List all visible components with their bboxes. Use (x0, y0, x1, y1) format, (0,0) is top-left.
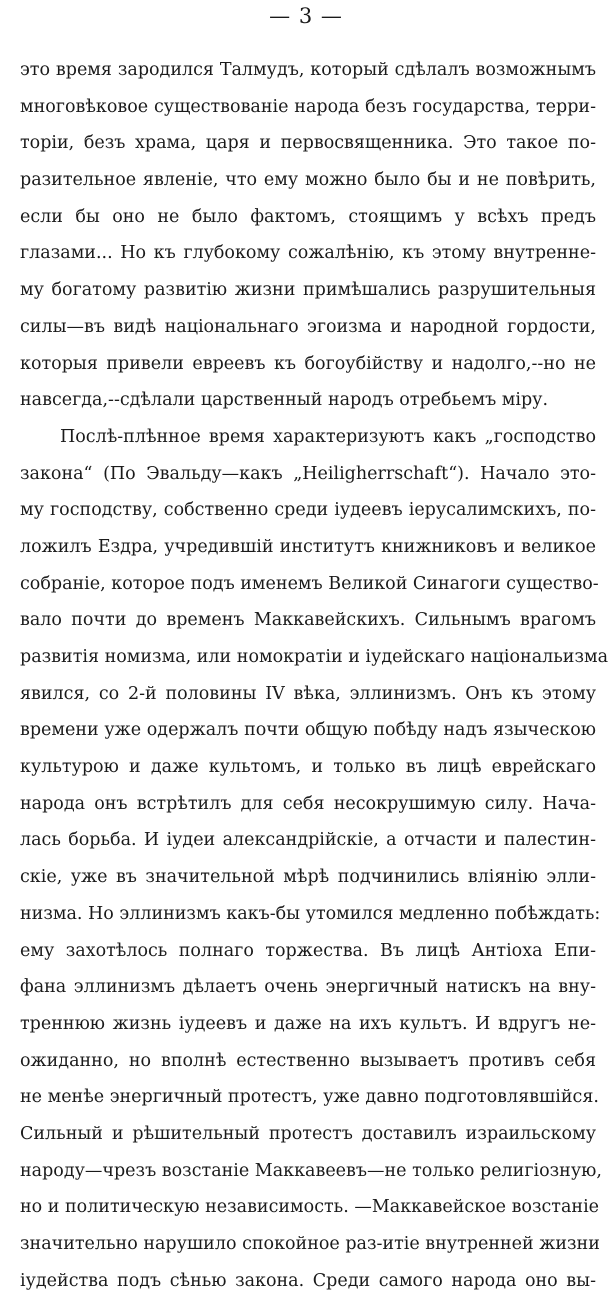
text-line: многовѣковое существованіе народа безъ государства, терри- (20, 96, 596, 117)
text-line: культурою и даже культомъ, и только въ лицѣ еврейскаго (20, 757, 596, 778)
text-line: навсегда,--сдѣлали царственный народъ отребьемъ міру. (20, 390, 549, 411)
text-line: явился, со 2-й половины IV вѣка, эллинизмъ. Онъ къ этому (20, 683, 596, 704)
text-line: не менѣе энергичный протестъ, уже давно подготовлявшійся. (20, 1087, 599, 1108)
text-line: это время зародился Талмудъ, который сдѣлалъ возможнымъ (20, 60, 596, 80)
text-line: но и политическую независимость. —Маккавейское возстаніе (20, 1197, 600, 1218)
paragraph-2 (20, 419, 609, 1299)
text-line: значительно нарушило спокойное раз-итіе внутренней жизни (20, 1234, 600, 1254)
text-line: времени уже одержалъ почти общую побѣду надъ языческою (20, 720, 596, 741)
text-line: народу—чрезъ возстаніе Маккавеевъ—не только религіозную, (20, 1160, 602, 1181)
page-number: — 3 — (269, 4, 343, 28)
text-line: ложилъ Ездра, учредившій институтъ книжниковъ и великое (20, 536, 596, 557)
text-line: глазами... Но къ глубокому сожалѣнію, къ этому внутренне- (20, 243, 596, 264)
text-line: треннюю жизнь іудеевъ и даже на ихъ культъ. И вдругъ не- (20, 1013, 596, 1034)
text-line: низма. Но эллинизмъ какъ-бы утомился медленно побѣждать: (20, 903, 601, 924)
text-line: му богатому развитію жизни примѣшались разрушительныя (20, 280, 596, 301)
body-text (20, 52, 609, 1299)
text-line: скіе, уже въ значительной мѣрѣ подчинились вліянію элли- (20, 867, 596, 888)
paragraph-1 (20, 52, 596, 419)
text-line: закона“ (По Эвальду—какъ „Heiligherrschaft“). Начало это- (20, 463, 596, 484)
text-line: Сильный и рѣшительный протестъ доставилъ израильскому (20, 1123, 596, 1144)
text-line: развитія номизма, или номократіи и іудейскаго національизма (20, 647, 609, 667)
text-line: Послѣ-плѣнное время характеризуютъ какъ „господство (60, 426, 596, 447)
text-line: силы—въ видѣ національнаго эгоизма и народной гордости, (20, 316, 596, 337)
text-line: ему захотѣлось полнаго торжества. Въ лицѣ Антіоха Епи- (20, 940, 596, 961)
text-line: разительное явленіе, что ему можно было бы и не повѣрить, (20, 170, 596, 191)
text-line: собраніе, которое подъ именемъ Великой Синагоги существо- (20, 573, 599, 594)
text-line: лась борьба. И іудеи александрійскіе, а отчасти и палестин- (20, 830, 596, 851)
text-line: которыя привели евреевъ къ богоубійству и надолго,--но не (20, 353, 596, 374)
text-line: если бы оно не было фактомъ, стоящимъ у всѣхъ предъ (20, 206, 596, 227)
text-line: торіи, безъ храма, царя и первосвященника. Это такое по- (20, 133, 596, 154)
text-line: іудейства подъ сѣнью закона. Среди самого народа оно вы- (20, 1270, 596, 1291)
text-line: вало почти до временъ Маккавейскихъ. Сильнымъ врагомъ (20, 610, 596, 631)
text-line: ожиданно, но вполнѣ естественно вызываетъ противъ себя (20, 1050, 596, 1071)
text-line: народа онъ встрѣтилъ для себя несокрушимую силу. Нача- (20, 793, 596, 814)
text-line: му господству, собственно среди іудеевъ іерусалимскихъ, по- (20, 500, 596, 521)
text-line: фана эллинизмъ дѣлаетъ очень энергичный натискъ на вну- (20, 977, 596, 998)
